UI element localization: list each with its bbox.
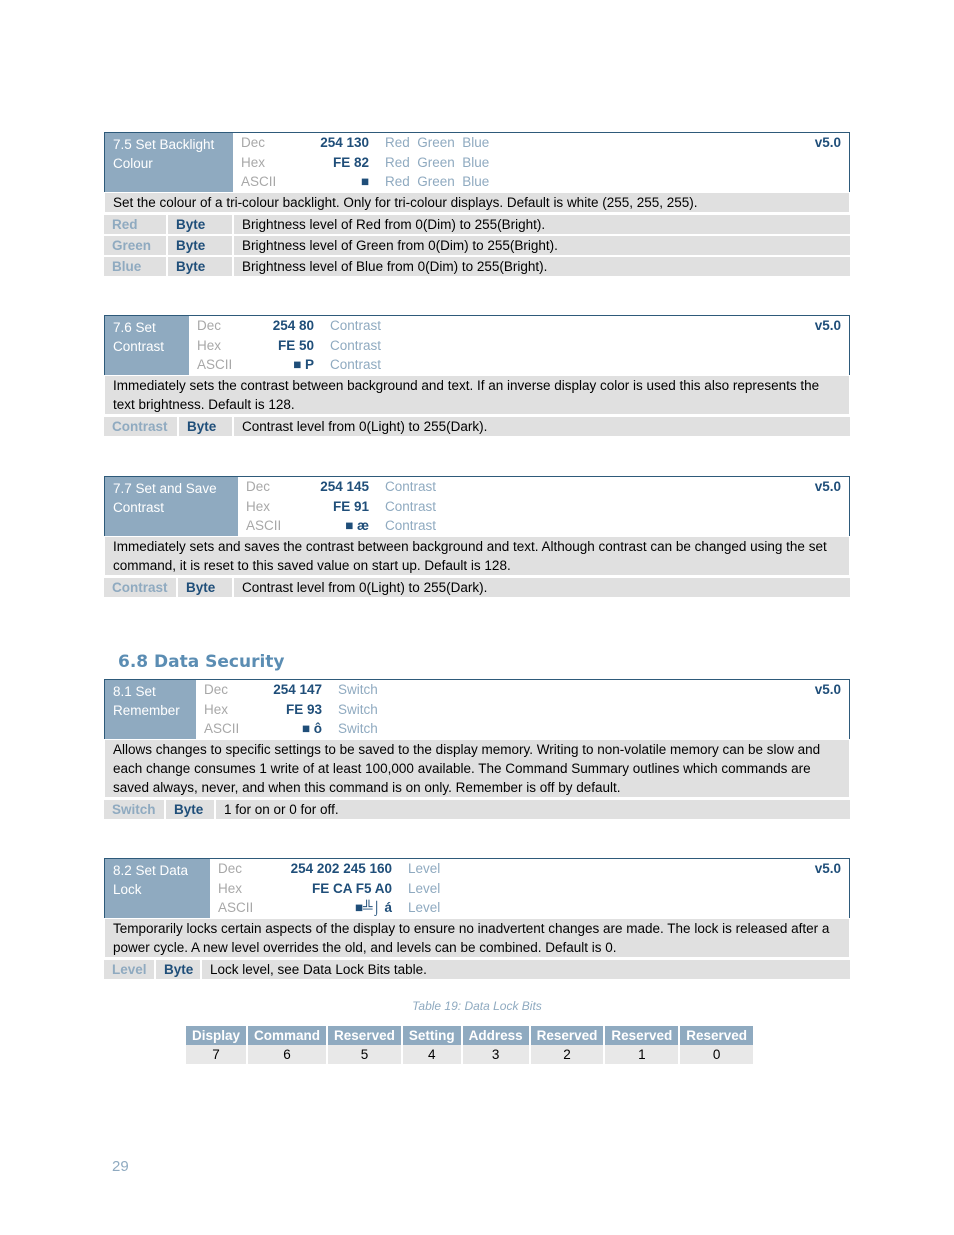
param-summary: Level: [408, 861, 441, 876]
param-type: Byte: [168, 215, 234, 234]
dec-value: 254 147: [273, 682, 322, 697]
ascii-value: ■: [360, 174, 369, 190]
command-description: Temporarily locks certain aspects of the display to ensure no inadvertent changes are made. The lock is released after a power cycle. A new level overrides the old, and levels can be combined. Default is 0.: [104, 918, 850, 958]
param-desc: Contrast level from 0(Light) to 255(Dark).: [242, 580, 488, 595]
param-name: Red: [104, 215, 168, 234]
command-block-set-and-save-contrast: [104, 476, 850, 597]
param-row: [104, 213, 850, 234]
param-desc: Brightness level of Green from 0(Dim) to 255(Bright).: [242, 238, 558, 253]
command-title: 8.1 Set Remember: [105, 680, 196, 739]
command-title: 8.2 Set Data Lock: [105, 859, 210, 918]
param-summary: Red Green Blue: [385, 135, 490, 150]
hex-label: Hex: [218, 880, 243, 896]
hex-label: Hex: [197, 337, 222, 353]
param-type: Byte: [179, 417, 234, 436]
command-block-set-contrast: [104, 315, 850, 436]
command-header: [104, 679, 850, 739]
ascii-value: ■ P: [293, 357, 314, 373]
param-row: [104, 958, 850, 979]
version-label: v5.0: [814, 682, 841, 697]
param-row: [104, 576, 850, 597]
table-header-cell: Setting: [403, 1026, 461, 1045]
table-header-cell: Reserved: [328, 1026, 401, 1045]
command-codes: [238, 477, 444, 536]
param-desc: 1 for on or 0 for off.: [224, 802, 339, 817]
version-label: v5.0: [814, 318, 841, 333]
version-label: v5.0: [814, 861, 841, 876]
dec-value: 254 130: [320, 135, 369, 150]
ascii-label: ASCII: [246, 518, 282, 534]
param-name: Contrast: [104, 578, 178, 597]
dec-value: 254 80: [272, 318, 314, 333]
param-summary: Contrast: [330, 318, 382, 333]
table-cell: 7: [186, 1045, 246, 1064]
hex-label: Hex: [204, 701, 229, 717]
table-caption: Table 19: Data Lock Bits: [412, 999, 542, 1013]
version-label: v5.0: [814, 479, 841, 494]
section-title: 6.8 Data Security: [118, 652, 285, 672]
param-row: [104, 255, 850, 276]
table-header-cell: Display: [186, 1026, 246, 1045]
dec-value: 254 145: [320, 479, 369, 494]
ascii-value: ■ æ: [345, 518, 369, 534]
command-block-set-data-lock: [104, 858, 850, 979]
dec-label: Dec: [218, 861, 243, 876]
hex-label: Hex: [241, 154, 266, 170]
param-name: Switch: [104, 800, 166, 819]
table-row: [186, 1045, 753, 1064]
ascii-label: ASCII: [197, 357, 233, 373]
param-summary: Contrast: [385, 518, 437, 534]
table-header-cell: Command: [248, 1026, 326, 1045]
param-name: Blue: [104, 257, 168, 276]
ascii-label: ASCII: [218, 900, 254, 916]
ascii-value: ■ ô: [301, 721, 322, 737]
param-summary: Contrast: [330, 337, 382, 353]
dec-label: Dec: [246, 479, 271, 494]
command-header: [104, 315, 850, 375]
ascii-label: ASCII: [204, 721, 240, 737]
table-cell: 5: [328, 1045, 401, 1064]
command-description: Immediately sets and saves the contrast between background and text. Although contrast can be changed using the set command, it is reset to this saved value on start up. Default is 128.: [104, 536, 850, 576]
param-desc: Contrast level from 0(Light) to 255(Dark).: [242, 419, 488, 434]
dec-value: 254 202 245 160: [290, 861, 392, 876]
param-summary: Switch: [338, 721, 378, 737]
command-title: 7.7 Set and Save Contrast: [105, 477, 238, 536]
table-header-cell: Reserved: [680, 1026, 753, 1045]
command-title: 7.5 Set Backlight Colour: [105, 133, 233, 192]
command-header: [104, 858, 850, 918]
table-header-cell: Address: [463, 1026, 529, 1045]
command-header: [104, 476, 850, 536]
param-type: Byte: [178, 578, 234, 597]
table-header-row: [186, 1026, 753, 1045]
command-description: Set the colour of a tri-colour backlight. Only for tri-colour displays. Default is white (255, 255, 255).: [104, 192, 850, 213]
command-description: Allows changes to specific settings to be saved to the display memory. Writing to non-volatile memory can be slow and each change consumes 1 write of at least 100,000 available. The Command Summary outlines which commands are saved always, never, and when this command is on only. Remember is off by default.: [104, 739, 850, 798]
param-summary: Red Green Blue: [385, 154, 490, 170]
hex-value: FE CA F5 A0: [311, 880, 392, 896]
param-desc: Lock level, see Data Lock Bits table.: [210, 962, 427, 977]
param-row: [104, 798, 850, 819]
param-type: Byte: [166, 800, 216, 819]
table-cell: 1: [605, 1045, 678, 1064]
hex-value: FE 82: [332, 154, 369, 170]
param-summary: Red Green Blue: [385, 174, 490, 190]
hex-value: FE 93: [285, 701, 322, 717]
ascii-label: ASCII: [241, 174, 277, 190]
param-desc: Brightness level of Red from 0(Dim) to 255(Bright).: [242, 217, 546, 232]
dec-label: Dec: [197, 318, 222, 333]
param-desc: Brightness level of Blue from 0(Dim) to 255(Bright).: [242, 259, 548, 274]
dec-label: Dec: [241, 135, 266, 150]
param-name: Level: [104, 960, 156, 979]
table-cell: 4: [403, 1045, 461, 1064]
param-summary: Switch: [338, 682, 378, 697]
param-type: Byte: [156, 960, 202, 979]
hex-value: FE 91: [332, 498, 369, 514]
param-summary: Level: [408, 880, 441, 896]
param-name: Contrast: [104, 417, 179, 436]
page-number: 29: [112, 1158, 129, 1175]
command-block-set-remember: [104, 679, 850, 819]
version-label: v5.0: [814, 135, 841, 150]
command-description: Immediately sets the contrast between background and text. If an inverse display color is used this also represents the text brightness. Default is 128.: [104, 375, 850, 415]
hex-label: Hex: [246, 498, 271, 514]
table-cell: 0: [680, 1045, 753, 1064]
command-codes: [210, 859, 448, 918]
command-codes: [233, 133, 497, 192]
command-block-set-backlight-colour: [104, 132, 850, 276]
table-cell: 3: [463, 1045, 529, 1064]
command-codes: [189, 316, 389, 375]
param-type: Byte: [168, 257, 234, 276]
data-lock-bits-table: [184, 1026, 755, 1064]
param-name: Green: [104, 236, 168, 255]
command-title: 7.6 Set Contrast: [105, 316, 189, 375]
table-cell: 2: [531, 1045, 604, 1064]
param-type: Byte: [168, 236, 234, 255]
table-cell: 6: [248, 1045, 326, 1064]
param-summary: Switch: [338, 701, 378, 717]
command-codes: [196, 680, 386, 739]
hex-value: FE 50: [277, 337, 314, 353]
command-header: [104, 132, 850, 192]
param-summary: Contrast: [330, 357, 382, 373]
table-header-cell: Reserved: [531, 1026, 604, 1045]
param-row: [104, 234, 850, 255]
param-summary: Level: [408, 900, 441, 916]
param-row: [104, 415, 850, 436]
param-summary: Contrast: [385, 479, 437, 494]
dec-label: Dec: [204, 682, 229, 697]
param-summary: Contrast: [385, 498, 437, 514]
table-header-cell: Reserved: [605, 1026, 678, 1045]
ascii-value: ■╩⌡ á: [354, 900, 392, 916]
